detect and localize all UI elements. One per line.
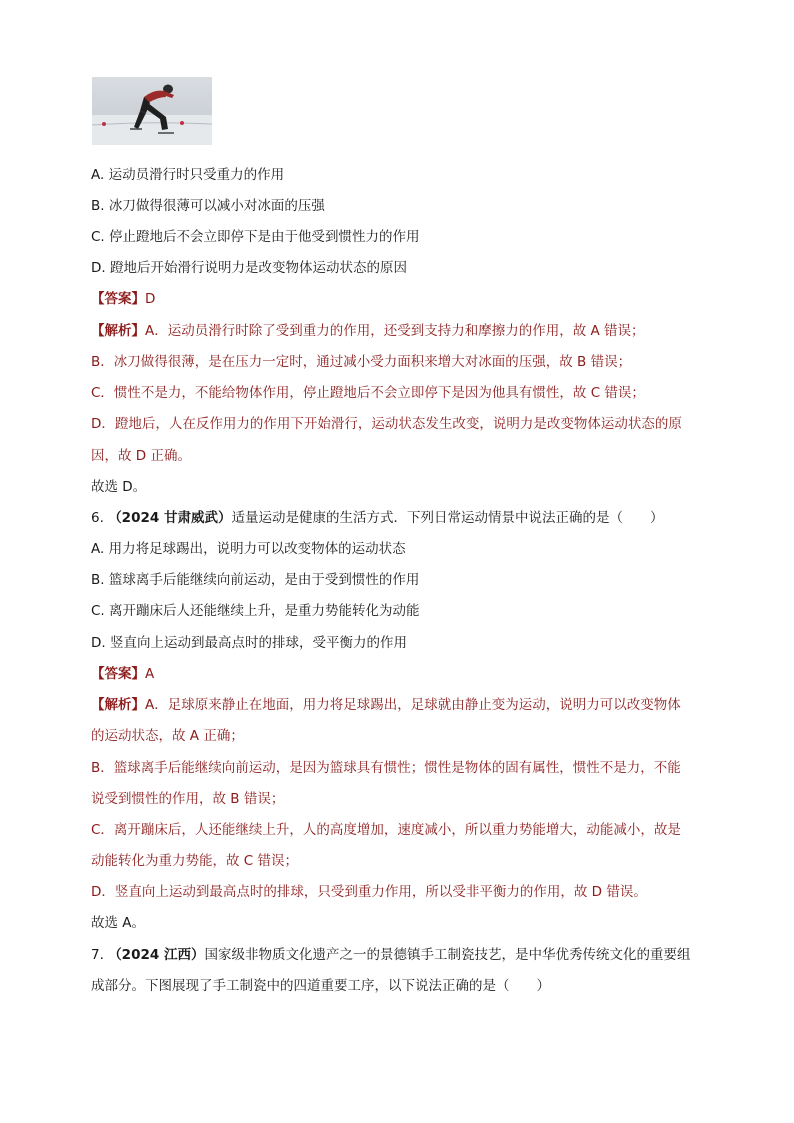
answer-value: D	[145, 291, 156, 307]
question-source: （2024 甘肃威武）	[108, 510, 232, 526]
q6-analysis-line: 动能转化为重力势能，故 C 错误；	[91, 853, 299, 869]
q5-option-b: B. 冰刀做得很薄可以减小对冰面的压强	[91, 198, 325, 214]
question-text: 适量运动是健康的生活方式．下列日常运动情景中说法正确的是（ ）	[231, 510, 664, 526]
answer-value: A	[145, 666, 155, 682]
analysis-text: A．足球原来静止在地面，用力将足球踢出，足球就由静止变为运动，说明力可以改变物体	[145, 697, 681, 713]
q6-option-c: C. 离开蹦床后人还能继续上升，是重力势能转化为动能	[91, 603, 420, 619]
q5-analysis-line: B．冰刀做得很薄，是在压力一定时，通过减小受力面积来增大对冰面的压强，故 B 错误；	[91, 354, 632, 370]
q5-analysis-line	[91, 321, 645, 341]
q5-option-c: C. 停止蹬地后不会立即停下是由于他受到惯性力的作用	[91, 229, 420, 245]
question-number: 7.	[91, 947, 104, 963]
q6-option-b: B. 篮球离手后能继续向前运动，是由于受到惯性的作用	[91, 572, 420, 588]
question-number: 6.	[91, 510, 104, 526]
q6-answer	[91, 664, 154, 684]
answer-tag: 【答案】	[91, 291, 145, 307]
q6-analysis-line: D．竖直向上运动到最高点时的排球，只受到重力作用，所以受非平衡力的作用，故 D 错误。	[91, 884, 647, 900]
q6-option-d: D. 竖直向上运动到最高点时的排球，受平衡力的作用	[91, 635, 407, 651]
analysis-tag: 【解析】	[91, 697, 145, 713]
q6-analysis-line: 的运动状态，故 A 正确；	[91, 728, 244, 744]
question-source: （2024 江西）	[108, 947, 205, 963]
q6-analysis-line: C．离开蹦床后，人还能继续上升，人的高度增加，速度减小，所以重力势能增大，动能减小，故是	[91, 822, 681, 838]
q5-option-a: A. 运动员滑行时只受重力的作用	[91, 167, 285, 183]
q6-option-a: A. 用力将足球踢出，说明力可以改变物体的运动状态	[91, 541, 406, 557]
q5-conclusion: 故选 D。	[91, 479, 147, 495]
q6-stem	[91, 508, 663, 528]
q7-stem	[91, 945, 690, 965]
analysis-tag: 【解析】	[91, 323, 145, 339]
q5-analysis-line: C．惯性不是力，不能给物体作用，停止蹬地后不会立即停下是因为他具有惯性，故 C 错误；	[91, 385, 645, 401]
q5-answer	[91, 289, 155, 309]
question-text: 国家级非物质文化遗产之一的景德镇手工制瓷技艺，是中华优秀传统文化的重要组	[204, 947, 691, 963]
q6-analysis-line: 说受到惯性的作用，故 B 错误；	[91, 791, 285, 807]
speed-skater-photo	[92, 77, 212, 145]
q5-analysis-line: D．蹬地后，人在反作用力的作用下开始滑行，运动状态发生改变，说明力是改变物体运动状态的原	[91, 416, 682, 432]
answer-tag: 【答案】	[91, 666, 145, 682]
q6-analysis-line	[91, 695, 681, 715]
q5-option-d: D. 蹬地后开始滑行说明力是改变物体运动状态的原因	[91, 260, 407, 276]
q6-conclusion: 故选 A。	[91, 915, 146, 931]
analysis-text: A．运动员滑行时除了受到重力的作用，还受到支持力和摩擦力的作用，故 A 错误；	[145, 323, 645, 339]
q5-analysis-line: 因，故 D 正确。	[91, 448, 191, 464]
q6-analysis-line: B．篮球离手后能继续向前运动，是因为篮球具有惯性；惯性是物体的固有属性，惯性不是力，不能	[91, 760, 681, 776]
q7-stem-line: 成部分。下图展现了手工制瓷中的四道重要工序，以下说法正确的是（ ）	[91, 978, 550, 994]
